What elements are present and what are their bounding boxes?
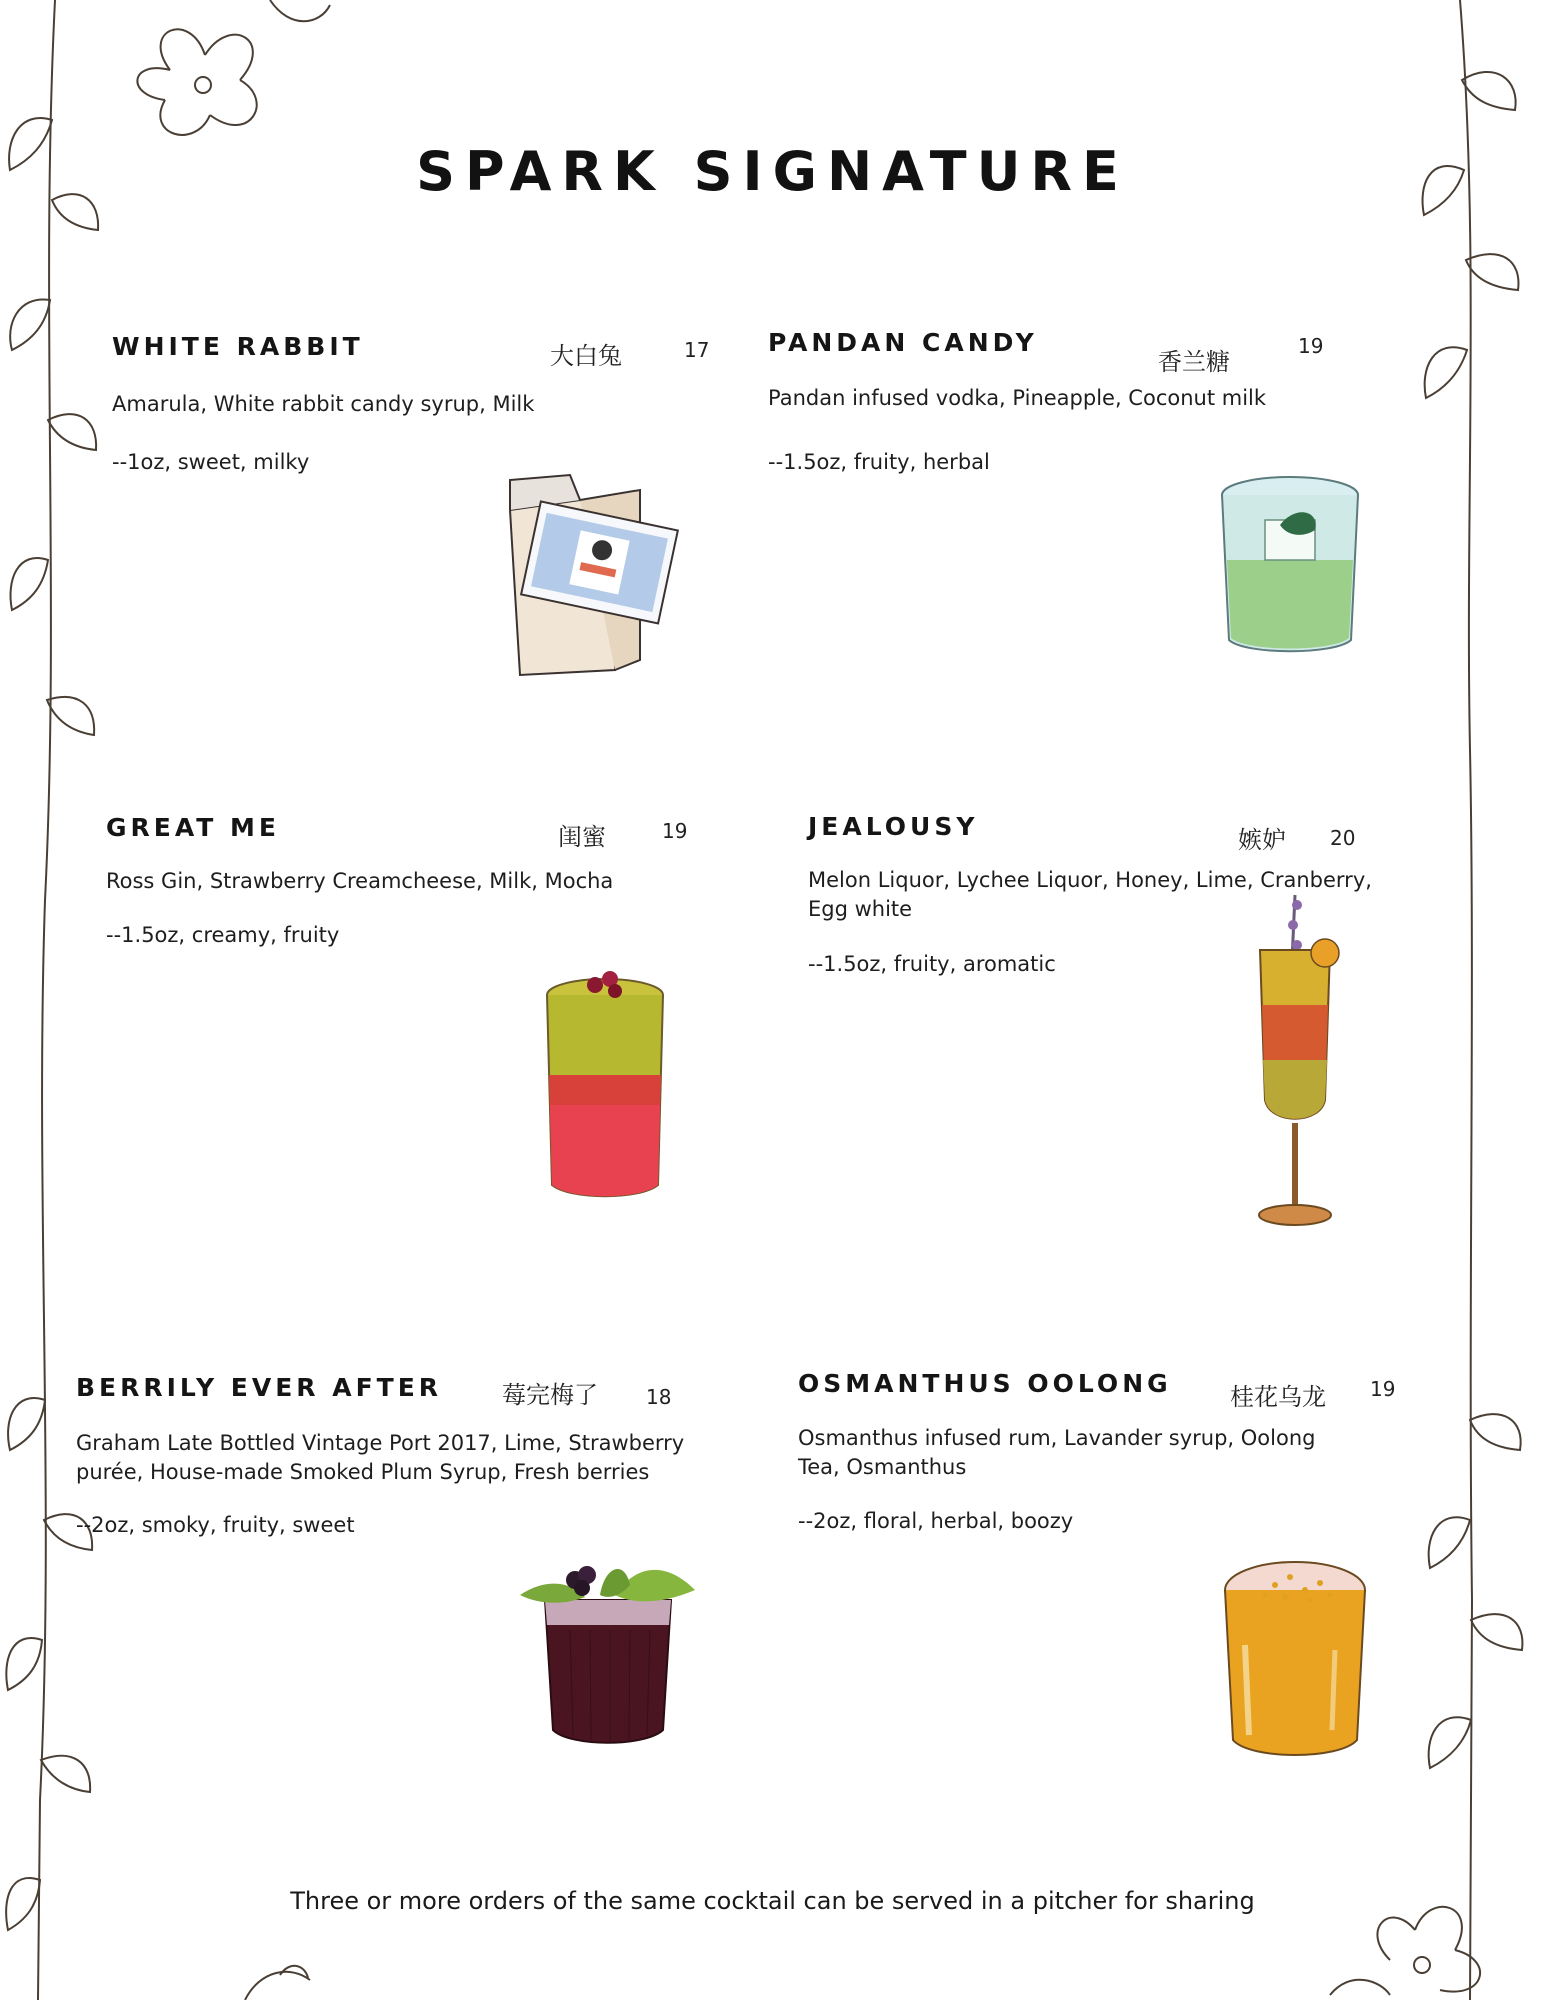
drink-price: 19 (1298, 334, 1324, 358)
drink-price: 19 (1370, 1377, 1396, 1401)
drink-name: OSMANTHUS OOLONG (798, 1369, 1172, 1398)
drink-ingredients: Melon Liquor, Lychee Liquor, Honey, Lime, Cranberry, Egg white (808, 868, 1372, 921)
drink-notes: --1.5oz, fruity, aromatic (808, 952, 1056, 976)
green-rocks-glass-illustration (1215, 470, 1365, 660)
drink-ingredients: Ross Gin, Strawberry Creamcheese, Milk, Mocha (106, 869, 614, 893)
drink-notes: --2oz, smoky, fruity, sweet (76, 1513, 355, 1537)
drink-chinese-name: 桂花乌龙 (1230, 1383, 1326, 1411)
layered-tumbler-illustration (540, 965, 670, 1205)
drink-price: 17 (684, 338, 710, 362)
drink-name: WHITE RABBIT (112, 332, 364, 361)
osmanthus-glass-illustration (1215, 1555, 1375, 1765)
champagne-flute-illustration (1235, 885, 1355, 1245)
footer-note: Three or more orders of the same cocktail can be served in a pitcher for sharing (290, 1887, 1255, 1915)
drink-price: 19 (662, 819, 688, 843)
drink-ingredients: Amarula, White rabbit candy syrup, Milk (112, 392, 535, 416)
bottom-left-leaf-icon (240, 1960, 320, 2000)
drink-chinese-name: 香兰糖 (1158, 348, 1230, 376)
top-left-flower-icon (100, 0, 340, 160)
drink-price: 20 (1330, 826, 1356, 850)
berry-glass-illustration (515, 1555, 705, 1755)
drink-name: JEALOUSY (808, 812, 979, 841)
menu-title: SPARK SIGNATURE (416, 140, 1129, 203)
drink-notes: --2oz, floral, herbal, boozy (798, 1509, 1074, 1533)
drink-chinese-name: 嫉妒 (1238, 826, 1286, 854)
drink-notes: --1.5oz, fruity, herbal (768, 450, 990, 474)
milk-carton-illustration (490, 470, 680, 680)
drink-ingredients: Graham Late Bottled Vintage Port 2017, Lime, Strawberry purée, House-made Smoked Plum Syrup, Fresh berries (76, 1431, 685, 1484)
drink-ingredients: Osmanthus infused rum, Lavander syrup, Oolong Tea, Osmanthus (798, 1426, 1316, 1479)
drink-name: BERRILY EVER AFTER (76, 1373, 443, 1402)
drink-name: GREAT ME (106, 813, 280, 842)
drink-notes: --1.5oz, creamy, fruity (106, 923, 340, 947)
right-vine-border (1410, 0, 1545, 2000)
drink-chinese-name: 闺蜜 (558, 823, 606, 851)
drink-ingredients: Pandan infused vodka, Pineapple, Coconut milk (768, 386, 1267, 410)
drink-name: PANDAN CANDY (768, 328, 1038, 357)
drink-chinese-name: 莓完梅了 (502, 1381, 598, 1409)
drink-price: 18 (646, 1385, 672, 1409)
drink-notes: --1oz, sweet, milky (112, 450, 310, 474)
drink-chinese-name: 大白兔 (550, 342, 622, 370)
